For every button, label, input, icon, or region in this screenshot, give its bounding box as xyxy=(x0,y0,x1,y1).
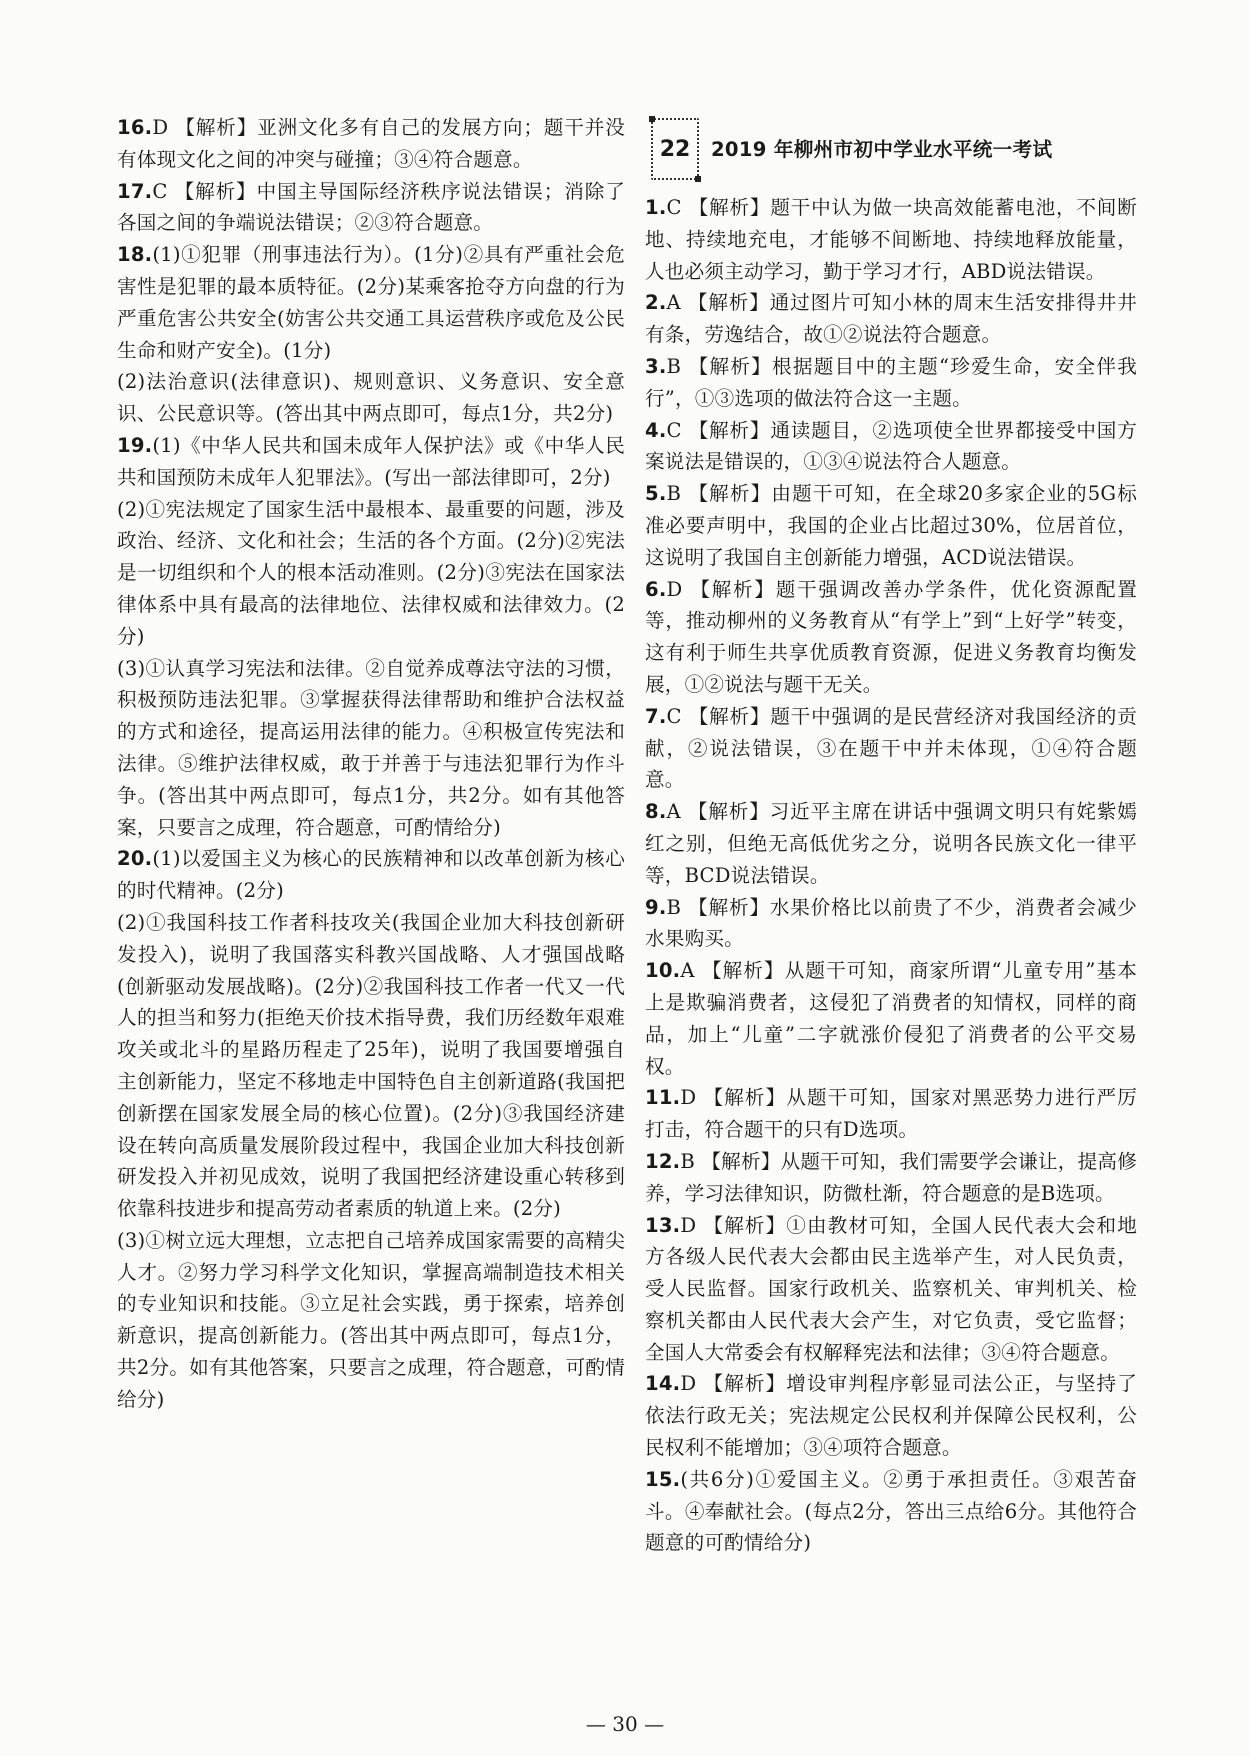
right-column xyxy=(645,192,1137,1559)
answer-entry xyxy=(645,478,1137,573)
answer-entry xyxy=(117,176,625,240)
section-number-box xyxy=(651,118,699,180)
answer-entry xyxy=(117,907,625,1225)
answer-text: D 【解析】增设审判程序彰显司法公正，与坚持了依法行政无关；宪法规定公民权利并保障公民权利，公民权利不能增加；③④项符合题意。 xyxy=(645,1372,1137,1460)
answer-text: (共6分)①爱国主义。②勇于承担责任。③艰苦奋斗。④奉献社会。(每点2分，答出三点给6分。其他符合题意的可酌情给分) xyxy=(645,1467,1137,1555)
question-number: 10. xyxy=(645,959,681,983)
answer-text: (2)法治意识(法律意识)、规则意识、义务意识、安全意识、公民意识等。(答出其中两点即可，每点1分，共2分) xyxy=(117,370,625,426)
answer-entry xyxy=(645,192,1137,287)
answer-text: B 【解析】水果价格比以前贵了不少，消费者会减少水果购买。 xyxy=(645,895,1137,951)
answer-text: A 【解析】从题干可知，商家所谓“儿童专用”基本上是欺骗消费者，这侵犯了消费者的知情权，同样的商品，加上“儿童”二字就涨价侵犯了消费者的公平交易权。 xyxy=(645,959,1137,1078)
section-title: 2019 年柳州市初中学业水平统一考试 xyxy=(711,138,1053,161)
answer-text: D 【解析】亚洲文化多有自己的发展方向；题干并没有体现文化之间的冲突与碰撞；③④符合题意。 xyxy=(117,116,625,171)
answer-text: (1)《中华人民共和国未成年人保护法》或《中华人民共和国预防未成年人犯罪法》。(写出一部法律即可，2分) xyxy=(117,433,625,489)
answer-text: (2)①我国科技工作者科技攻关(我国企业加大科技创新研发投入)，说明了我国落实科教兴国战略、人才强国战略(创新驱动发展战略)。(2分)②我国科技工作者一代又一代人的担当和努力(拒绝天价技术指导费，我们历经数年艰难攻关或北斗的星路历程走了25年)，说明了我国要增强自主创新能力，坚定不移地走中国特色自主创新道路(我国把创新摆在国家发展全局的核心位置)。(2分)③我国经济建设在转向高质量发展阶段过程中，我国企业加大科技创新研发投入并初见成效，说明了我国把经济建设重心转移到依靠科技进步和提高劳动者素质的轨道上来。(2分) xyxy=(117,910,625,1221)
answer-entry xyxy=(117,112,625,176)
answer-entry xyxy=(645,1464,1137,1559)
answer-text: C 【解析】通读题目，②选项使全世界都接受中国方案说法是错误的，①③④说法符合人题意。 xyxy=(645,418,1137,474)
question-number: 1. xyxy=(645,196,667,219)
answer-text: D 【解析】①由教材可知，全国人民代表大会和地方各级人民代表大会都由民主选举产生，对人民负责，受人民监督。国家行政机关、监察机关、审判机关、检察机关都由人民代表大会产生，对它负责，受它监督；全国人大常委会有权解释宪法和法律；③④符合题意。 xyxy=(645,1213,1137,1364)
section-number: 22 xyxy=(659,136,691,162)
answer-entry xyxy=(645,415,1137,479)
page-number: — 30 — xyxy=(585,1712,665,1736)
answer-entry xyxy=(645,701,1137,796)
answer-entry xyxy=(117,653,625,844)
answer-text: D 【解析】题干强调改善办学条件，优化资源配置等，推动柳州的义务教育从“有学上”到“上好学”转变，这有利于师生共享优质教育资源，促进义务教育均衡发展，①②说法与题干无关。 xyxy=(645,577,1137,696)
answer-text: C 【解析】题干中认为做一块高效能蓄电池，不间断地、持续地充电，才能够不间断地、持续地释放能量，人也必须主动学习，勤于学习才行，ABD说法错误。 xyxy=(645,196,1137,283)
question-number: 18. xyxy=(117,243,153,267)
question-number: 6. xyxy=(645,577,667,601)
answer-entry xyxy=(645,287,1137,351)
question-number: 16. xyxy=(117,116,153,139)
question-number: 3. xyxy=(645,354,667,378)
answer-text: (1)①犯罪（刑事违法行为）。(1分)②具有严重社会危害性是犯罪的最本质特征。(2分)某乘客抢夺方向盘的行为严重危害公共安全(妨害公共交通工具运营秩序或危及公民生命和财产安全)。(1分) xyxy=(117,243,625,362)
answer-text: A 【解析】习近平主席在讲话中强调文明只有姹紫嫣红之别，但绝无高低优劣之分，说明各民族文化一律平等，BCD说法错误。 xyxy=(645,800,1137,887)
answer-entry xyxy=(117,1225,625,1416)
question-number: 11. xyxy=(645,1086,681,1110)
answer-entry xyxy=(645,892,1137,956)
answer-text: (3)①树立远大理想，立志把自己培养成国家需要的高精尖人才。②努力学习科学文化知识，掌握高端制造技术相关的专业知识和技能。③立足社会实践，勇于探索，培养创新意识，提高创新能力。(答出其中两点即可，每点1分，共2分。如有其他答案，只要言之成理，符合题意，可酌情给分) xyxy=(117,1228,625,1411)
answer-text: B 【解析】由题干可知，在全球20多家企业的5G标准必要声明中，我国的企业占比超过30%，位居首位，这说明了我国自主创新能力增强，ACD说法错误。 xyxy=(645,482,1137,569)
answer-entry xyxy=(117,366,625,430)
question-number: 12. xyxy=(645,1149,681,1173)
answer-text: (1)以爱国主义为核心的民族精神和以改革创新为核心的时代精神。(2分) xyxy=(117,847,625,903)
question-number: 13. xyxy=(645,1213,681,1237)
answer-text: D 【解析】从题干可知，国家对黑恶势力进行严厉打击，符合题干的只有D选项。 xyxy=(645,1086,1137,1142)
answer-entry xyxy=(645,1368,1137,1463)
question-number: 15. xyxy=(645,1467,681,1491)
question-number: 20. xyxy=(117,847,153,871)
section-header xyxy=(651,118,1141,180)
answer-entry xyxy=(645,1210,1137,1369)
left-column xyxy=(117,112,625,1416)
answer-entry xyxy=(117,494,625,653)
answer-text: A 【解析】通过图片可知小林的周末生活安排得井井有条，劳逸结合，故①②说法符合题意。 xyxy=(645,291,1137,347)
answer-entry xyxy=(117,843,625,907)
answer-text: C 【解析】中国主导国际经济秩序说法错误；消除了各国之间的争端说法错误；②③符合题意。 xyxy=(117,179,625,235)
question-number: 2. xyxy=(645,291,667,315)
question-number: 19. xyxy=(117,433,153,457)
answer-text: B 【解析】从题干可知，我们需要学会谦让，提高修养，学习法律知识，防微杜渐，符合题意的是B选项。 xyxy=(645,1149,1137,1205)
question-number: 14. xyxy=(645,1372,681,1396)
answer-text: (3)①认真学习宪法和法律。②自觉养成尊法守法的习惯，积极预防违法犯罪。③掌握获得法律帮助和维护合法权益的方式和途径，提高运用法律的能力。④积极宣传宪法和法律。⑤维护法律权威，敢于并善于与违法犯罪行为作斗争。(答出其中两点即可，每点1分，共2分。如有其他答案，只要言之成理，符合题意，可酌情给分) xyxy=(117,656,625,839)
question-number: 8. xyxy=(645,800,667,824)
answer-entry xyxy=(645,796,1137,891)
question-number: 9. xyxy=(645,895,667,919)
answer-entry xyxy=(645,1082,1137,1146)
answer-text: (2)①宪法规定了国家生活中最根本、最重要的问题，涉及政治、经济、文化和社会；生活的各个方面。(2分)②宪法是一切组织和个人的根本活动准则。(2分)③宪法在国家法律体系中具有最高的法律地位、法律权威和法律效力。(2分) xyxy=(117,497,625,648)
answer-entry xyxy=(645,1146,1137,1210)
answer-text: B 【解析】根据题目中的主题“珍爱生命，安全伴我行”，①③选项的做法符合这一主题。 xyxy=(645,354,1137,410)
answer-entry xyxy=(645,574,1137,701)
question-number: 5. xyxy=(645,482,667,506)
question-number: 7. xyxy=(645,704,667,728)
question-number: 4. xyxy=(645,418,667,442)
question-number: 17. xyxy=(117,179,153,203)
answer-entry xyxy=(645,955,1137,1082)
answer-entry xyxy=(645,351,1137,415)
answer-entry xyxy=(117,239,625,366)
answer-text: C 【解析】题干中强调的是民营经济对我国经济的贡献，②说法错误，③在题干中并未体现，①④符合题意。 xyxy=(645,704,1137,792)
answer-entry xyxy=(117,430,625,494)
